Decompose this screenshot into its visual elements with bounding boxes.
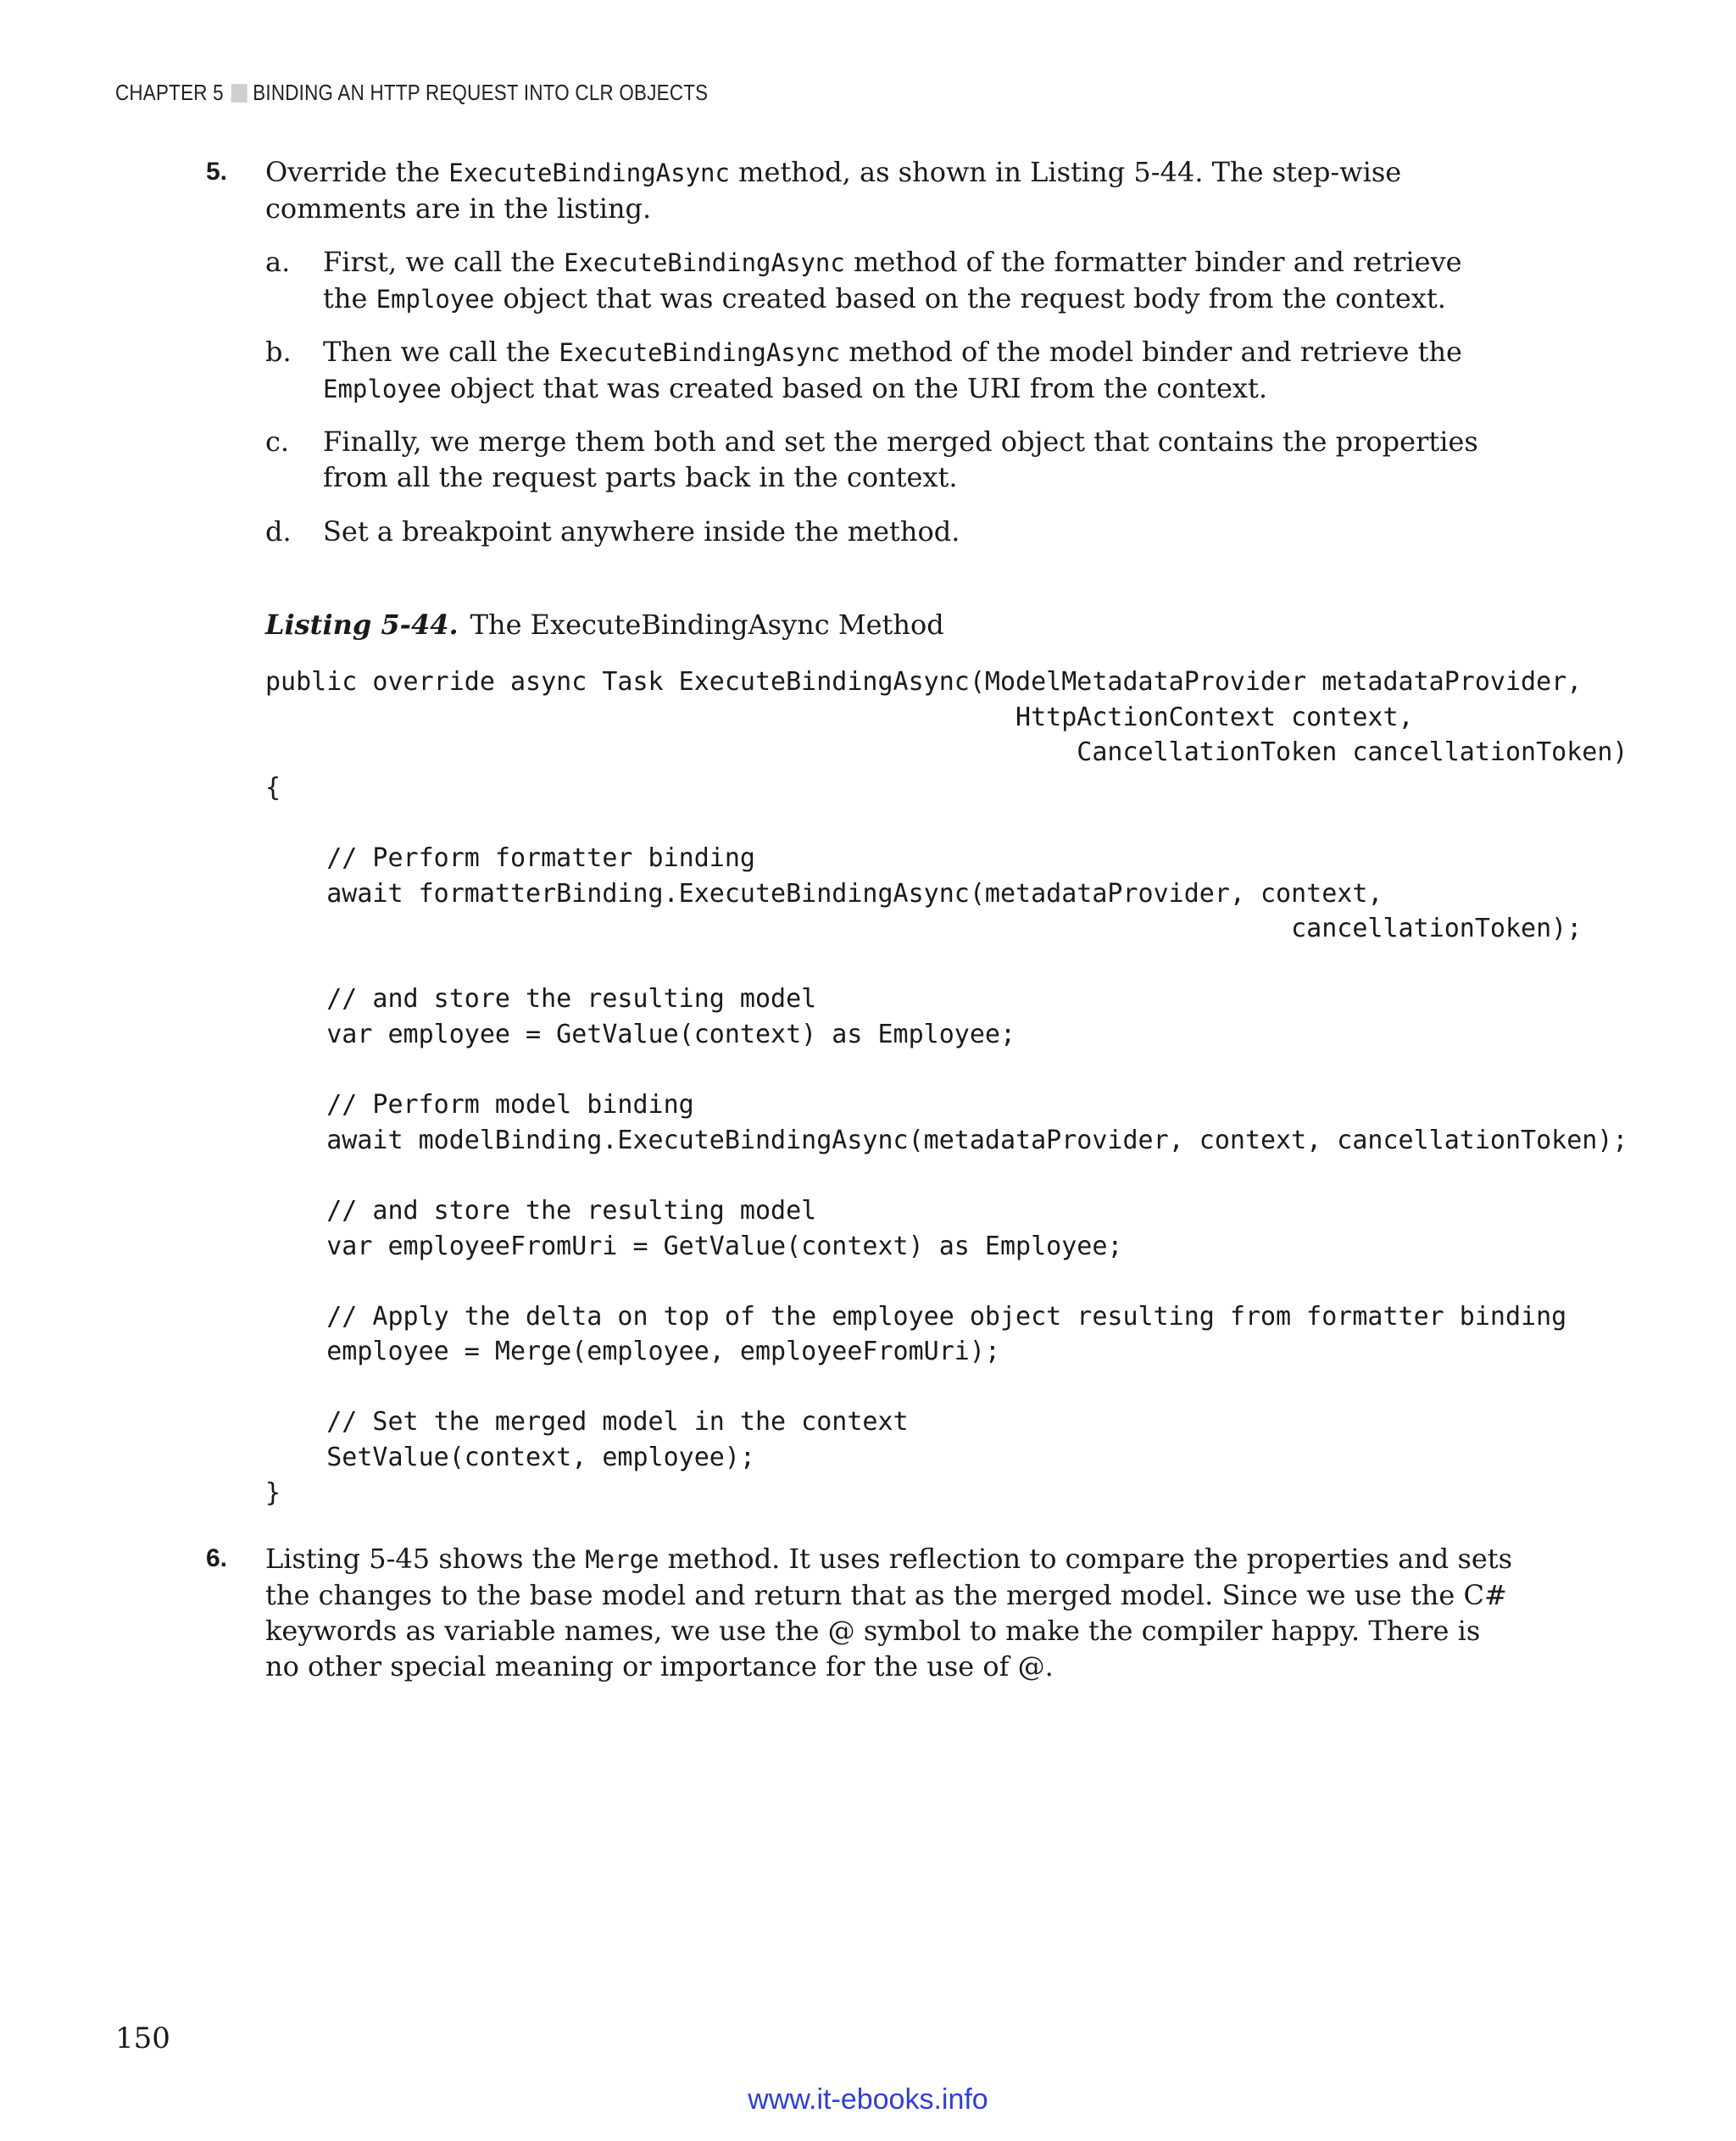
header-separator-square <box>231 84 247 103</box>
step-6-line-2: the changes to the base model and return that as the merged model. Since we use the C# <box>265 1579 1507 1611</box>
substep-d <box>265 514 960 549</box>
substep-a-line-1: First, we call the ExecuteBindingAsync method of the formatter binder and retrieve <box>323 246 1462 278</box>
substep-d-line-1: Set a breakpoint anywhere inside the method. <box>323 515 960 548</box>
chapter-title: BINDING AN HTTP REQUEST INTO CLR OBJECTS <box>253 80 709 105</box>
substep-c <box>265 424 1478 495</box>
substep-b <box>265 334 1462 407</box>
step-6 <box>206 1541 1513 1684</box>
step-6-line-4: no other special meaning or importance for the use of @. <box>265 1650 1054 1682</box>
substep-b-line-1: Then we call the ExecuteBindingAsync method of the model binder and retrieve the <box>323 336 1462 368</box>
substep-letter: a. <box>265 246 291 278</box>
chapter-label: CHAPTER 5 <box>115 80 224 105</box>
listing-caption <box>265 609 944 641</box>
substep-c-line-2: from all the request parts back in the context. <box>323 461 958 493</box>
listing-label: Listing 5-44. <box>265 609 459 641</box>
listing-title: The ExecuteBindingAsync Method <box>470 609 944 641</box>
substep-a-line-2: the Employee object that was created based on the request body from the context. <box>323 282 1446 314</box>
code-listing: public override async Task ExecuteBindingAsync(ModelMetadataProvider metadataProvider, HttpActionContext context, CancellationToken cancellationToken) { // Perform formatter binding await formatterBinding.ExecuteBindingAsync(metadataProvider, context, cancellationToken); // and store the resulting model var employee = GetValue(context) as Employee; // Perform model binding await modelBinding.ExecuteBindingAsync(metadataProvider, context, cancellationToken); // and store the resulting model var employeeFromUri = GetValue(context) as Employee; // Apply the delta on top of the employee object resulting from formatter binding employee = Merge(employee, employeeFromUri); // Set the merged model in the context SetValue(context, employee); } <box>265 667 1628 1508</box>
substep-letter: b. <box>265 336 292 368</box>
step-5 <box>206 154 1402 226</box>
substep-b-line-2: Employee object that was created based on the URI from the context. <box>323 372 1267 404</box>
step-5-line-2: comments are in the listing. <box>265 192 652 225</box>
footer-link[interactable]: www.it-ebooks.info <box>748 2083 988 2116</box>
substep-letter: d. <box>265 515 292 548</box>
page-number: 150 <box>115 2021 170 2055</box>
step-6-line-3: keywords as variable names, we use the @ symbol to make the compiler happy. There is <box>265 1615 1481 1647</box>
step-number: 6. <box>206 1544 228 1572</box>
step-number: 5. <box>206 158 228 186</box>
step-5-line-1: Override the ExecuteBindingAsync method, as shown in Listing 5-44. The step-wise <box>265 156 1402 188</box>
running-header <box>115 80 708 106</box>
substep-c-line-1: Finally, we merge them both and set the merged object that contains the properties <box>323 425 1478 458</box>
substep-letter: c. <box>265 425 290 458</box>
substep-a <box>265 244 1462 317</box>
step-6-line-1: Listing 5-45 shows the Merge method. It uses reflection to compare the properties and sets <box>265 1543 1513 1575</box>
